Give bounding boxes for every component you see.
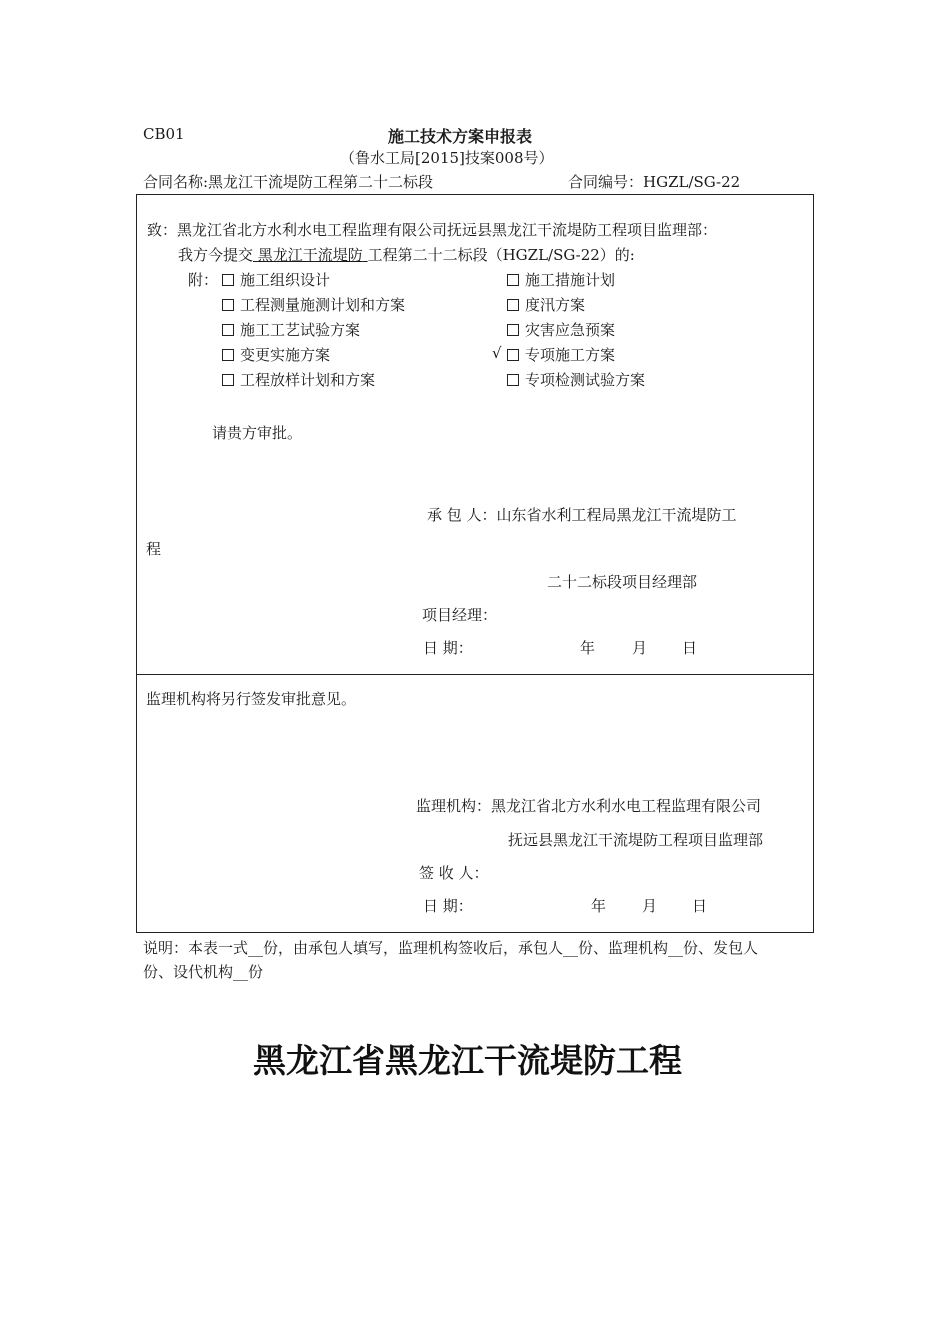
option-process-test[interactable]: 施工工艺试验方案 [222,319,360,340]
form-title: 施工技术方案申报表 [388,127,533,146]
option-layout-plan[interactable]: 工程放样计划和方案 [222,369,375,390]
attach-label: 附： [188,271,219,289]
option-flood-plan[interactable]: 度汛方案 [507,294,585,315]
option-special-testing[interactable]: 专项检测试验方案 [507,369,645,390]
contractor-line: 承 包 人：山东省水利工程局黑龙江干流堤防工 [427,506,737,524]
date-label: 日 期： [423,897,473,915]
supervision-dept: 抚远县黑龙江干流堤防工程项目监理部 [508,831,764,849]
checkbox-icon[interactable] [507,374,519,386]
submit-suffix: 工程第二十二标段（HGZL/SG-22）的: [367,246,635,264]
checkbox-icon[interactable] [222,374,234,386]
addressee: 致：黑龙江省北方水利水电工程监理有限公司抚远县黑龙江干流堤防工程项目监理部： [147,221,718,239]
date-year: 年 [580,639,596,657]
date-month: 月 [642,897,658,915]
date-day: 日 [682,639,698,657]
check-mark-icon: √ [492,344,502,362]
note-line-1: 说明：本表一式__份，由承包人填写，监理机构签收后，承包人__份、监理机构__份、发包人 [143,939,759,957]
approval-request: 请贵方审批。 [212,424,303,442]
supervision-opinion: 监理机构将另行签发审批意见。 [146,690,357,708]
contractor-wrap: 程 [146,540,162,558]
checkbox-icon[interactable] [507,349,519,361]
date-day: 日 [692,897,708,915]
contractor-department: 二十二标段项目经理部 [547,573,698,591]
checkbox-icon[interactable] [507,299,519,311]
option-survey-plan[interactable]: 工程测量施测计划和方案 [222,294,405,315]
option-construction-measures[interactable]: 施工措施计划 [507,269,615,290]
checkbox-icon[interactable] [222,324,234,336]
form-code: CB01 [143,125,185,143]
contract-number: 合同编号：HGZL/SG-22 [568,173,741,191]
checkbox-icon[interactable] [222,299,234,311]
document-main-title: 黑龙江省黑龙江干流堤防工程 [253,1041,682,1080]
option-construction-design[interactable]: 施工组织设计 [222,269,330,290]
option-change-plan[interactable]: 变更实施方案 [222,344,330,365]
checkbox-icon[interactable] [222,274,234,286]
note-line-2: 份、设代机构__份 [143,963,264,981]
option-emergency-plan[interactable]: 灾害应急预案 [507,319,615,340]
submit-prefix: 我方今提交 [178,246,254,264]
date-label: 日 期： [423,639,473,657]
manager-label: 项目经理： [422,606,498,624]
date-month: 月 [632,639,648,657]
supervision-org: 监理机构：黑龙江省北方水利水电工程监理有限公司 [416,797,762,815]
form-subtitle: （鲁水工局[2015]技案008号） [340,149,554,167]
checkbox-icon[interactable] [507,324,519,336]
option-special-construction[interactable]: 专项施工方案 [507,344,615,365]
checkbox-icon[interactable] [222,349,234,361]
receiver-label: 签 收 人： [419,864,489,882]
checkbox-icon[interactable] [507,274,519,286]
contract-name: 合同名称:黑龙江干流堤防工程第二十二标段 [143,173,434,191]
submit-project: 黑龙江干流堤防 [257,246,363,264]
submit-statement [178,244,635,265]
date-year: 年 [591,897,607,915]
